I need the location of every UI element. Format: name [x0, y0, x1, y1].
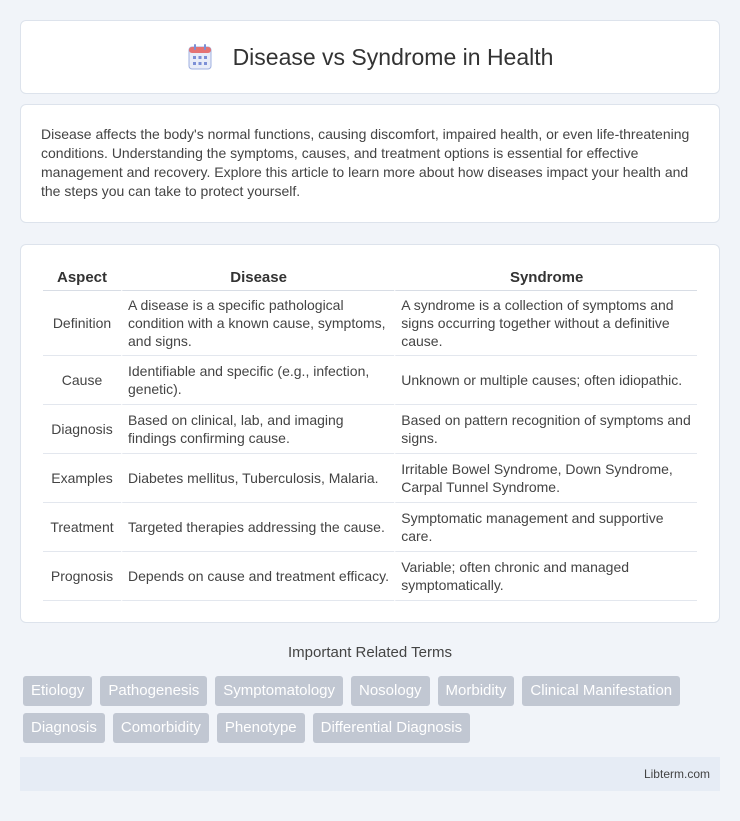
calendar-icon	[187, 43, 213, 71]
related-terms-heading: Important Related Terms	[288, 644, 452, 661]
page-title: Disease vs Syndrome in Health	[232, 43, 554, 70]
footer	[20, 757, 720, 791]
row-disease: Based on clinical, lab, and imaging findings confirming cause.	[121, 405, 394, 454]
row-disease: Identifiable and specific (e.g., infection, genetic).	[121, 356, 394, 405]
row-aspect: Definition	[43, 291, 121, 356]
intro-text: Disease affects the body's normal functions, causing discomfort, impaired health, or even life-threatening conditions. Understanding the symptoms, causes, and treatment options is essential for effective management and recovery. Explore this article to learn more about how diseases impact your health and the steps you can take to protect yourself.	[41, 126, 690, 199]
term-tag[interactable]: Clinical Manifestation	[522, 676, 680, 706]
title-wrap	[187, 43, 554, 71]
comparison-table	[43, 265, 697, 601]
related-terms-list	[23, 676, 723, 743]
table-header-row	[43, 265, 697, 291]
comparison-table-card	[20, 244, 720, 623]
table-row	[43, 552, 697, 601]
row-syndrome: A syndrome is a collection of symptoms and signs occurring together without a definitive cause.	[394, 291, 697, 356]
row-syndrome: Based on pattern recognition of symptoms and signs.	[394, 405, 697, 454]
row-syndrome: Variable; often chronic and managed symptomatically.	[394, 552, 697, 601]
term-tag[interactable]: Symptomatology	[215, 676, 343, 706]
header-disease: Disease	[121, 265, 394, 291]
footer-source[interactable]: Libterm.com	[643, 767, 710, 781]
term-tag[interactable]: Differential Diagnosis	[313, 713, 470, 743]
term-tag[interactable]: Morbidity	[438, 676, 515, 706]
term-tag[interactable]: Comorbidity	[113, 713, 209, 743]
term-tag[interactable]: Nosology	[351, 676, 430, 706]
table-row	[43, 291, 697, 356]
row-syndrome: Irritable Bowel Syndrome, Down Syndrome, Carpal Tunnel Syndrome.	[394, 454, 697, 503]
row-syndrome: Unknown or multiple causes; often idiopathic.	[394, 356, 697, 405]
row-aspect: Examples	[43, 454, 121, 503]
header-card	[20, 20, 720, 94]
table-row	[43, 356, 697, 405]
row-aspect: Prognosis	[43, 552, 121, 601]
row-disease: Diabetes mellitus, Tuberculosis, Malaria.	[121, 454, 394, 503]
intro-card	[20, 104, 720, 223]
row-aspect: Diagnosis	[43, 405, 121, 454]
row-disease: Depends on cause and treatment efficacy.	[121, 552, 394, 601]
term-tag[interactable]: Diagnosis	[23, 713, 105, 743]
row-disease: A disease is a specific pathological condition with a known cause, symptoms, and signs.	[121, 291, 394, 356]
term-tag[interactable]: Pathogenesis	[100, 676, 207, 706]
header-aspect: Aspect	[43, 265, 121, 291]
table-row	[43, 405, 697, 454]
row-disease: Targeted therapies addressing the cause.	[121, 503, 394, 552]
term-tag[interactable]: Phenotype	[217, 713, 305, 743]
row-aspect: Cause	[43, 356, 121, 405]
table-row	[43, 503, 697, 552]
header-syndrome: Syndrome	[394, 265, 697, 291]
row-aspect: Treatment	[43, 503, 121, 552]
table-row	[43, 454, 697, 503]
row-syndrome: Symptomatic management and supportive care.	[394, 503, 697, 552]
term-tag[interactable]: Etiology	[23, 676, 92, 706]
